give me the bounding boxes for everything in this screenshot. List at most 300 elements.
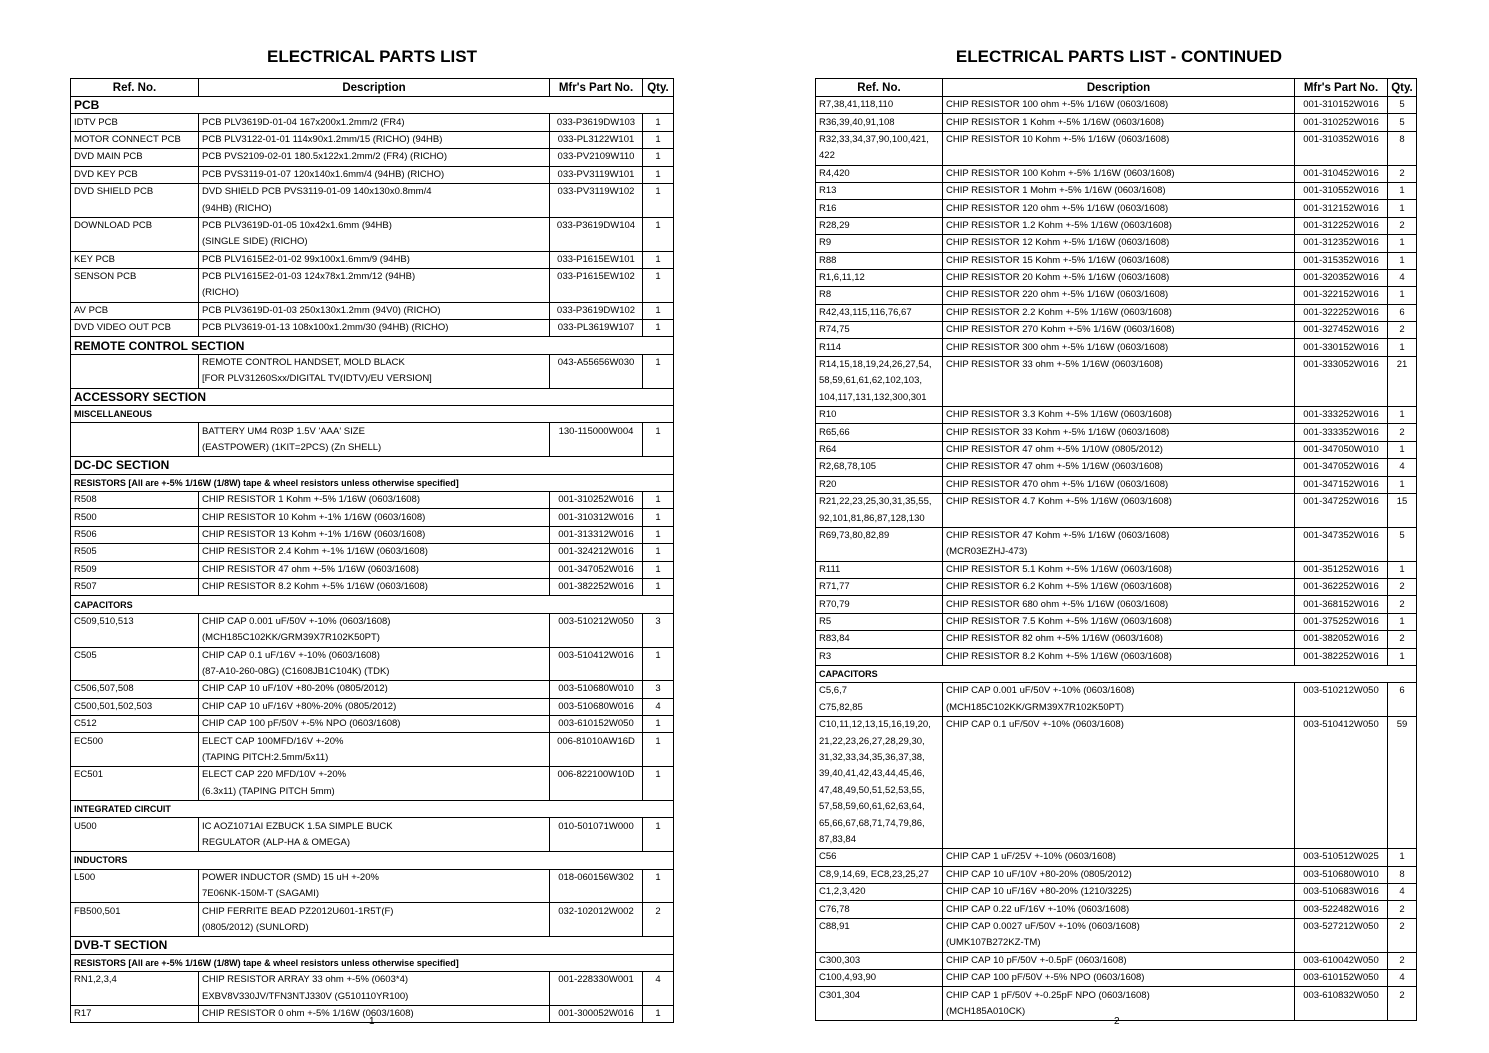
description-cell: ELECT CAP 220 MFD/10V +-20% (199, 767, 550, 784)
ref-no-cell: R20 (816, 476, 943, 493)
page-number-left: 1 (369, 1016, 375, 1027)
qty-cell (643, 440, 674, 457)
table-row (71, 561, 674, 578)
part-no-cell: 001-347252W016 (1295, 493, 1388, 510)
description-cell (943, 390, 1295, 407)
subsection-title: INDUCTORS (71, 852, 674, 869)
description-cell: CHIP CAP 100 pF/50V +-5% NPO (0603/1608) (199, 716, 550, 733)
ref-no-cell: 21,22,23,26,27,28,29,30, (816, 733, 943, 749)
ref-no-cell: R13 (816, 182, 943, 199)
ref-no-cell: C509,510,513 (71, 613, 199, 630)
description-cell: CHIP RESISTOR 0 ohm +-5% 1/16W (0603/1608) (199, 1005, 550, 1022)
table-row (816, 987, 1417, 1004)
qty-cell (643, 664, 674, 681)
part-no-cell: 001-382052W016 (1295, 631, 1388, 648)
ref-no-cell: 104,117,131,132,300,301 (816, 390, 943, 407)
section-header-row (71, 97, 674, 114)
table-row (71, 578, 674, 595)
subsection-header-row (816, 665, 1417, 682)
page-number-right: 2 (1114, 1016, 1120, 1027)
ref-no-cell: R4,420 (816, 165, 943, 182)
description-cell: CHIP RESISTOR 33 Kohm +-5% 1/16W (0603/1608) (943, 424, 1295, 441)
part-no-cell: 001-368152W016 (1295, 596, 1388, 613)
ref-no-cell: 58,59,61,61,62,102,103, (816, 373, 943, 389)
part-no-cell (1295, 700, 1388, 717)
ref-no-cell: C1,2,3,420 (816, 883, 943, 900)
part-no-cell (1295, 935, 1388, 952)
description-cell (943, 510, 1295, 527)
ref-no-cell (71, 234, 199, 251)
part-no-cell: 033-P1615EW102 (550, 268, 643, 285)
table-row (816, 815, 1417, 831)
table-row (71, 544, 674, 561)
subsection-header-row (71, 474, 674, 491)
part-no-cell: 033-PL3619W107 (550, 320, 643, 337)
description-cell: PCB PVS2109-02-01 180.5x122x1.2mm/2 (FR4) (RICHO) (199, 149, 550, 166)
part-no-cell: 003-510412W050 (1295, 717, 1388, 734)
header-ref-no: Ref. No. (816, 79, 943, 97)
ref-no-cell (71, 835, 199, 852)
table-row (816, 866, 1417, 883)
table-row (71, 886, 674, 903)
table-row (71, 131, 674, 148)
qty-cell (1388, 832, 1417, 849)
description-cell: (MCH185C102KK/GRM39X7R102K50PT) (199, 630, 550, 647)
parts-table-right (815, 78, 1417, 1021)
qty-cell (643, 886, 674, 903)
qty-cell: 4 (1388, 969, 1417, 986)
part-no-cell: 001-310452W016 (1295, 165, 1388, 182)
qty-cell: 1 (643, 320, 674, 337)
ref-no-cell: 47,48,49,50,51,52,53,55, (816, 783, 943, 799)
subsection-title: RESISTORS [All are +-5% 1/16W (1/8W) tape & wheel resistors unless otherwise specified] (71, 954, 674, 971)
qty-cell: 4 (1388, 269, 1417, 286)
ref-no-cell: R65,66 (816, 424, 943, 441)
section-title: REMOTE CONTROL SECTION (71, 337, 674, 354)
description-cell: CHIP RESISTOR 680 ohm +-5% 1/16W (0603/1608) (943, 596, 1295, 613)
qty-cell: 1 (643, 183, 674, 200)
description-cell: CHIP CAP 0.0027 uF/50V +-10% (0603/1608) (943, 918, 1295, 935)
part-no-cell (550, 835, 643, 852)
description-cell: CHIP RESISTOR 10 Kohm +-5% 1/16W (0603/1608) (943, 131, 1295, 148)
table-row (816, 918, 1417, 935)
ref-no-cell: 92,101,81,86,87,128,130 (816, 510, 943, 527)
part-no-cell (550, 920, 643, 937)
table-row (816, 901, 1417, 918)
ref-no-cell: 422 (816, 148, 943, 165)
description-cell: PCB PLV3619D-01-03 250x130x1.2mm (94V0) (RICHO) (199, 302, 550, 319)
table-row (816, 424, 1417, 441)
part-no-cell: 003-610042W050 (1295, 952, 1388, 969)
table-row (71, 920, 674, 937)
description-cell: CHIP RESISTOR 47 Kohm +-5% 1/16W (0603/1608) (943, 527, 1295, 544)
table-row (71, 733, 674, 750)
part-no-cell (1295, 148, 1388, 165)
ref-no-cell: C76,78 (816, 901, 943, 918)
ref-no-cell: DVD VIDEO OUT PCB (71, 320, 199, 337)
part-no-cell: 033-P3619DW103 (550, 114, 643, 131)
ref-no-cell: DVD KEY PCB (71, 166, 199, 183)
qty-cell: 1 (643, 818, 674, 835)
subsection-header-row (71, 954, 674, 971)
part-no-cell: 001-330152W016 (1295, 339, 1388, 356)
ref-no-cell (71, 988, 199, 1005)
description-cell: PCB PLV1615E2-01-03 124x78x1.2mm/12 (94HB) (199, 268, 550, 285)
description-cell: CHIP RESISTOR 6.2 Kohm +-5% 1/16W (0603/1608) (943, 578, 1295, 595)
part-no-cell: 003-610152W050 (1295, 969, 1388, 986)
ref-no-cell: R42,43,115,116,76,67 (816, 304, 943, 321)
table-row (71, 217, 674, 234)
description-cell: CHIP CAP 1 uF/25V +-10% (0603/1608) (943, 849, 1295, 866)
part-no-cell: 001-322152W016 (1295, 287, 1388, 304)
table-row (71, 509, 674, 526)
description-cell: CHIP CAP 10 uF/16V +80%-20% (0805/2012) (199, 698, 550, 715)
ref-no-cell: C8,9,14,69, EC8,23,25,27 (816, 866, 943, 883)
ref-no-cell: U500 (71, 818, 199, 835)
qty-cell: 1 (643, 869, 674, 886)
description-cell (943, 148, 1295, 165)
part-no-cell: 001-310252W016 (1295, 114, 1388, 131)
ref-no-cell: R32,33,34,37,90,100,421, (816, 131, 943, 148)
table-row (816, 407, 1417, 424)
part-no-cell (1295, 750, 1388, 766)
header-mfr-part-no: Mfr's Part No. (1295, 79, 1388, 97)
part-no-cell: 033-P3619DW102 (550, 302, 643, 319)
table-row (71, 166, 674, 183)
qty-cell: 1 (1388, 441, 1417, 458)
table-row (816, 459, 1417, 476)
part-no-cell: 033-P1615EW101 (550, 251, 643, 268)
table-row (71, 234, 674, 251)
qty-cell (643, 784, 674, 801)
qty-cell (643, 988, 674, 1005)
description-cell (943, 783, 1295, 799)
part-no-cell: 001-327452W016 (1295, 322, 1388, 339)
ref-no-cell: R2,68,78,105 (816, 459, 943, 476)
qty-cell: 1 (1388, 476, 1417, 493)
table-row (816, 750, 1417, 766)
qty-cell: 5 (1388, 114, 1417, 131)
ref-no-cell: R9 (816, 235, 943, 252)
ref-no-cell: C75,82,85 (816, 700, 943, 717)
table-row (71, 630, 674, 647)
part-no-cell: 003-510212W050 (550, 613, 643, 630)
subsection-header-row (71, 801, 674, 818)
qty-cell (1388, 733, 1417, 749)
description-cell: EXBV8V330JV/TFN3NTJ330V (G510110YR100) (199, 988, 550, 1005)
ref-no-cell: DVD SHIELD PCB (71, 183, 199, 200)
qty-cell: 1 (643, 268, 674, 285)
description-cell: CHIP RESISTOR 1 Kohm +-5% 1/16W (0603/1608) (199, 491, 550, 508)
description-cell: CHIP RESISTOR 8.2 Kohm +-5% 1/16W (0603/1608) (199, 578, 550, 595)
qty-cell: 1 (643, 561, 674, 578)
description-cell: PCB PLV3619D-01-05 10x42x1.6mm (94HB) (199, 217, 550, 234)
part-no-cell: 001-312352W016 (1295, 235, 1388, 252)
part-no-cell: 003-610152W050 (550, 716, 643, 733)
qty-cell (1388, 1004, 1417, 1021)
ref-no-cell: EC501 (71, 767, 199, 784)
qty-cell: 4 (1388, 459, 1417, 476)
qty-cell (1388, 935, 1417, 952)
ref-no-cell: R506 (71, 526, 199, 543)
qty-cell: 8 (1388, 131, 1417, 148)
header-ref-no: Ref. No. (71, 79, 199, 97)
table-row (816, 235, 1417, 252)
table-row (816, 182, 1417, 199)
ref-no-cell: R83,84 (816, 631, 943, 648)
section-header-row (71, 337, 674, 354)
header-description: Description (199, 79, 550, 97)
page-title-right: ELECTRICAL PARTS LIST - CONTINUED (955, 47, 1283, 66)
table-header-row (71, 79, 674, 97)
subsection-title: CAPACITORS (71, 596, 674, 613)
qty-cell: 2 (1388, 596, 1417, 613)
qty-cell: 5 (1388, 97, 1417, 114)
part-no-cell: 003-510683W016 (1295, 883, 1388, 900)
part-no-cell: 001-310152W016 (1295, 97, 1388, 114)
table-row (816, 849, 1417, 866)
table-row (816, 596, 1417, 613)
ref-no-cell (71, 886, 199, 903)
part-no-cell: 001-347050W010 (1295, 441, 1388, 458)
subsection-header-row (71, 852, 674, 869)
description-cell: CHIP RESISTOR 7.5 Kohm +-5% 1/16W (0603/1608) (943, 613, 1295, 630)
part-no-cell (1295, 766, 1388, 782)
qty-cell: 1 (643, 544, 674, 561)
ref-no-cell: C505 (71, 647, 199, 664)
ref-no-cell: DOWNLOAD PCB (71, 217, 199, 234)
description-cell: CHIP RESISTOR 1 Mohm +-5% 1/16W (0603/1608) (943, 182, 1295, 199)
qty-cell: 1 (643, 578, 674, 595)
table-row (71, 354, 674, 371)
ref-no-cell (816, 935, 943, 952)
table-row (71, 491, 674, 508)
part-no-cell: 001-347052W016 (1295, 459, 1388, 476)
ref-no-cell: R88 (816, 252, 943, 269)
description-cell: CHIP RESISTOR 20 Kohm +-5% 1/16W (0603/1608) (943, 269, 1295, 286)
description-cell: CHIP RESISTOR 47 ohm +-5% 1/16W (0603/1608) (199, 561, 550, 578)
table-row (816, 390, 1417, 407)
subsection-title: CAPACITORS (816, 665, 1417, 682)
qty-cell: 4 (643, 698, 674, 715)
part-no-cell: 003-527212W050 (1295, 918, 1388, 935)
table-row (71, 613, 674, 630)
section-title: ACCESSORY SECTION (71, 388, 674, 405)
ref-no-cell: R21,22,23,25,30,31,35,55, (816, 493, 943, 510)
qty-cell: 2 (1388, 918, 1417, 935)
description-cell: IC AOZ1071AI EZBUCK 1.5A SIMPLE BUCK (199, 818, 550, 835)
ref-no-cell: R500 (71, 509, 199, 526)
ref-no-cell: DVD MAIN PCB (71, 149, 199, 166)
qty-cell (643, 200, 674, 217)
description-cell: CHIP RESISTOR ARRAY 33 ohm +-5% (0603*4) (199, 971, 550, 988)
table-row (816, 766, 1417, 782)
table-row (816, 441, 1417, 458)
description-cell: CHIP CAP 0.22 uF/16V +-10% (0603/1608) (943, 901, 1295, 918)
ref-no-cell: R7,38,41,118,110 (816, 97, 943, 114)
description-cell: (MCR03EZHJ-473) (943, 544, 1295, 561)
ref-no-cell (71, 750, 199, 767)
table-row (816, 717, 1417, 734)
qty-cell: 6 (1388, 304, 1417, 321)
qty-cell: 2 (1388, 631, 1417, 648)
part-no-cell: 001-315352W016 (1295, 252, 1388, 269)
table-row (816, 165, 1417, 182)
ref-no-cell: R70,79 (816, 596, 943, 613)
description-cell: CHIP RESISTOR 8.2 Kohm +-5% 1/16W (0603/1608) (943, 648, 1295, 665)
table-row (816, 700, 1417, 717)
description-cell: CHIP RESISTOR 82 ohm +-5% 1/16W (0603/1608) (943, 631, 1295, 648)
description-cell: CHIP CAP 10 pF/50V +-0.5pF (0603/1608) (943, 952, 1295, 969)
table-header-row (816, 79, 1417, 97)
qty-cell: 1 (643, 131, 674, 148)
table-row (71, 285, 674, 302)
description-cell: CHIP RESISTOR 2.4 Kohm +-1% 1/16W (0603/1608) (199, 544, 550, 561)
qty-cell: 2 (1388, 987, 1417, 1004)
qty-cell: 1 (1388, 613, 1417, 630)
table-row (71, 971, 674, 988)
table-row (816, 561, 1417, 578)
ref-no-cell: IDTV PCB (71, 114, 199, 131)
description-cell: DVD SHIELD PCB PVS3119-01-09 140x130x0.8mm/4 (199, 183, 550, 200)
table-body-right (816, 97, 1417, 1021)
description-cell (943, 373, 1295, 389)
part-no-cell: 001-310352W016 (1295, 131, 1388, 148)
qty-cell: 1 (643, 251, 674, 268)
subsection-header-row (71, 596, 674, 613)
ref-no-cell: 31,32,33,34,35,36,37,38, (816, 750, 943, 766)
ref-no-cell (71, 200, 199, 217)
qty-cell: 1 (643, 509, 674, 526)
ref-no-cell (71, 440, 199, 457)
part-no-cell (550, 988, 643, 1005)
part-no-cell: 033-PV3119W102 (550, 183, 643, 200)
qty-cell: 1 (643, 491, 674, 508)
qty-cell: 2 (1388, 165, 1417, 182)
table-row (71, 371, 674, 388)
ref-no-cell: C512 (71, 716, 199, 733)
description-cell: (94HB) (RICHO) (199, 200, 550, 217)
ref-no-cell: R509 (71, 561, 199, 578)
ref-no-cell: R5 (816, 613, 943, 630)
qty-cell: 1 (643, 166, 674, 183)
qty-cell: 1 (643, 1005, 674, 1022)
table-row (816, 783, 1417, 799)
qty-cell: 4 (1388, 883, 1417, 900)
qty-cell (1388, 390, 1417, 407)
ref-no-cell: C100,4,93,90 (816, 969, 943, 986)
table-row (816, 883, 1417, 900)
table-row (816, 252, 1417, 269)
part-no-cell (550, 750, 643, 767)
header-mfr-part-no: Mfr's Part No. (550, 79, 643, 97)
description-cell: 7E06NK-150M-T (SAGAMI) (199, 886, 550, 903)
ref-no-cell: R507 (71, 578, 199, 595)
table-body-left (71, 97, 674, 1023)
qty-cell: 1 (1388, 849, 1417, 866)
table-row (71, 526, 674, 543)
table-row (816, 648, 1417, 665)
description-cell: (EASTPOWER) (1KIT=2PCS) (Zn SHELL) (199, 440, 550, 457)
table-row (816, 304, 1417, 321)
ref-no-cell: R3 (816, 648, 943, 665)
table-row (71, 767, 674, 784)
part-no-cell: 006-822100W10D (550, 767, 643, 784)
part-no-cell (550, 234, 643, 251)
page-title-left: ELECTRICAL PARTS LIST (267, 47, 477, 66)
qty-cell (1388, 766, 1417, 782)
description-cell: CHIP CAP 1 pF/50V +-0.25pF NPO (0603/1608) (943, 987, 1295, 1004)
part-no-cell: 018-060156W302 (550, 869, 643, 886)
part-no-cell: 001-347352W016 (1295, 527, 1388, 544)
description-cell: (RICHO) (199, 285, 550, 302)
qty-cell: 5 (1388, 527, 1417, 544)
part-no-cell: 001-300052W016 (550, 1005, 643, 1022)
description-cell: PCB PLV3619D-01-04 167x200x1.2mm/2 (FR4) (199, 114, 550, 131)
qty-cell (643, 285, 674, 302)
qty-cell (643, 371, 674, 388)
qty-cell: 2 (1388, 952, 1417, 969)
part-no-cell (1295, 799, 1388, 815)
table-row (71, 716, 674, 733)
qty-cell: 1 (1388, 182, 1417, 199)
part-no-cell (550, 371, 643, 388)
description-cell: PCB PLV1615E2-01-02 99x100x1.6mm/9 (94HB) (199, 251, 550, 268)
part-no-cell: 043-A55656W030 (550, 354, 643, 371)
qty-cell (1388, 783, 1417, 799)
qty-cell: 1 (1388, 648, 1417, 665)
section-title: DVB-T SECTION (71, 937, 674, 954)
ref-no-cell: C300,303 (816, 952, 943, 969)
qty-cell: 2 (1388, 578, 1417, 595)
ref-no-cell: R69,73,80,82,89 (816, 527, 943, 544)
description-cell: CHIP RESISTOR 10 Kohm +-1% 1/16W (0603/1608) (199, 509, 550, 526)
subsection-title: RESISTORS [All are +-5% 1/16W (1/8W) tape & wheel resistors unless otherwise specified] (71, 474, 674, 491)
description-cell: CHIP RESISTOR 5.1 Kohm +-5% 1/16W (0603/1608) (943, 561, 1295, 578)
ref-no-cell: C56 (816, 849, 943, 866)
table-row (816, 799, 1417, 815)
ref-no-cell: R508 (71, 491, 199, 508)
ref-no-cell: EC500 (71, 733, 199, 750)
qty-cell: 1 (643, 149, 674, 166)
ref-no-cell: 87,83,84 (816, 832, 943, 849)
ref-no-cell: C5,6,7 (816, 683, 943, 700)
part-no-cell: 003-522482W016 (1295, 901, 1388, 918)
table-row (816, 969, 1417, 986)
description-cell: (6.3x11) (TAPING PITCH 5mm) (199, 784, 550, 801)
description-cell: CHIP RESISTOR 13 Kohm +-1% 1/16W (0603/1608) (199, 526, 550, 543)
part-no-cell: 001-333052W016 (1295, 356, 1388, 373)
description-cell: (87-A10-260-08G) (C1608JB1C104K) (TDK) (199, 664, 550, 681)
description-cell (943, 815, 1295, 831)
part-no-cell: 001-382252W016 (550, 578, 643, 595)
description-cell: CHIP RESISTOR 2.2 Kohm +-5% 1/16W (0603/1608) (943, 304, 1295, 321)
ref-no-cell: 57,58,59,60,61,62,63,64, (816, 799, 943, 815)
description-cell (943, 832, 1295, 849)
description-cell: CHIP CAP 100 pF/50V +-5% NPO (0603/1608) (943, 969, 1295, 986)
table-row (71, 681, 674, 698)
table-row (816, 832, 1417, 849)
qty-cell: 1 (643, 767, 674, 784)
table-row (816, 544, 1417, 561)
table-row (816, 683, 1417, 700)
description-cell: CHIP RESISTOR 3.3 Kohm +-5% 1/16W (0603/1608) (943, 407, 1295, 424)
part-no-cell: 001-320352W016 (1295, 269, 1388, 286)
qty-cell: 1 (1388, 235, 1417, 252)
part-no-cell: 003-510512W025 (1295, 849, 1388, 866)
part-no-cell: 001-333252W016 (1295, 407, 1388, 424)
ref-no-cell: R16 (816, 200, 943, 217)
